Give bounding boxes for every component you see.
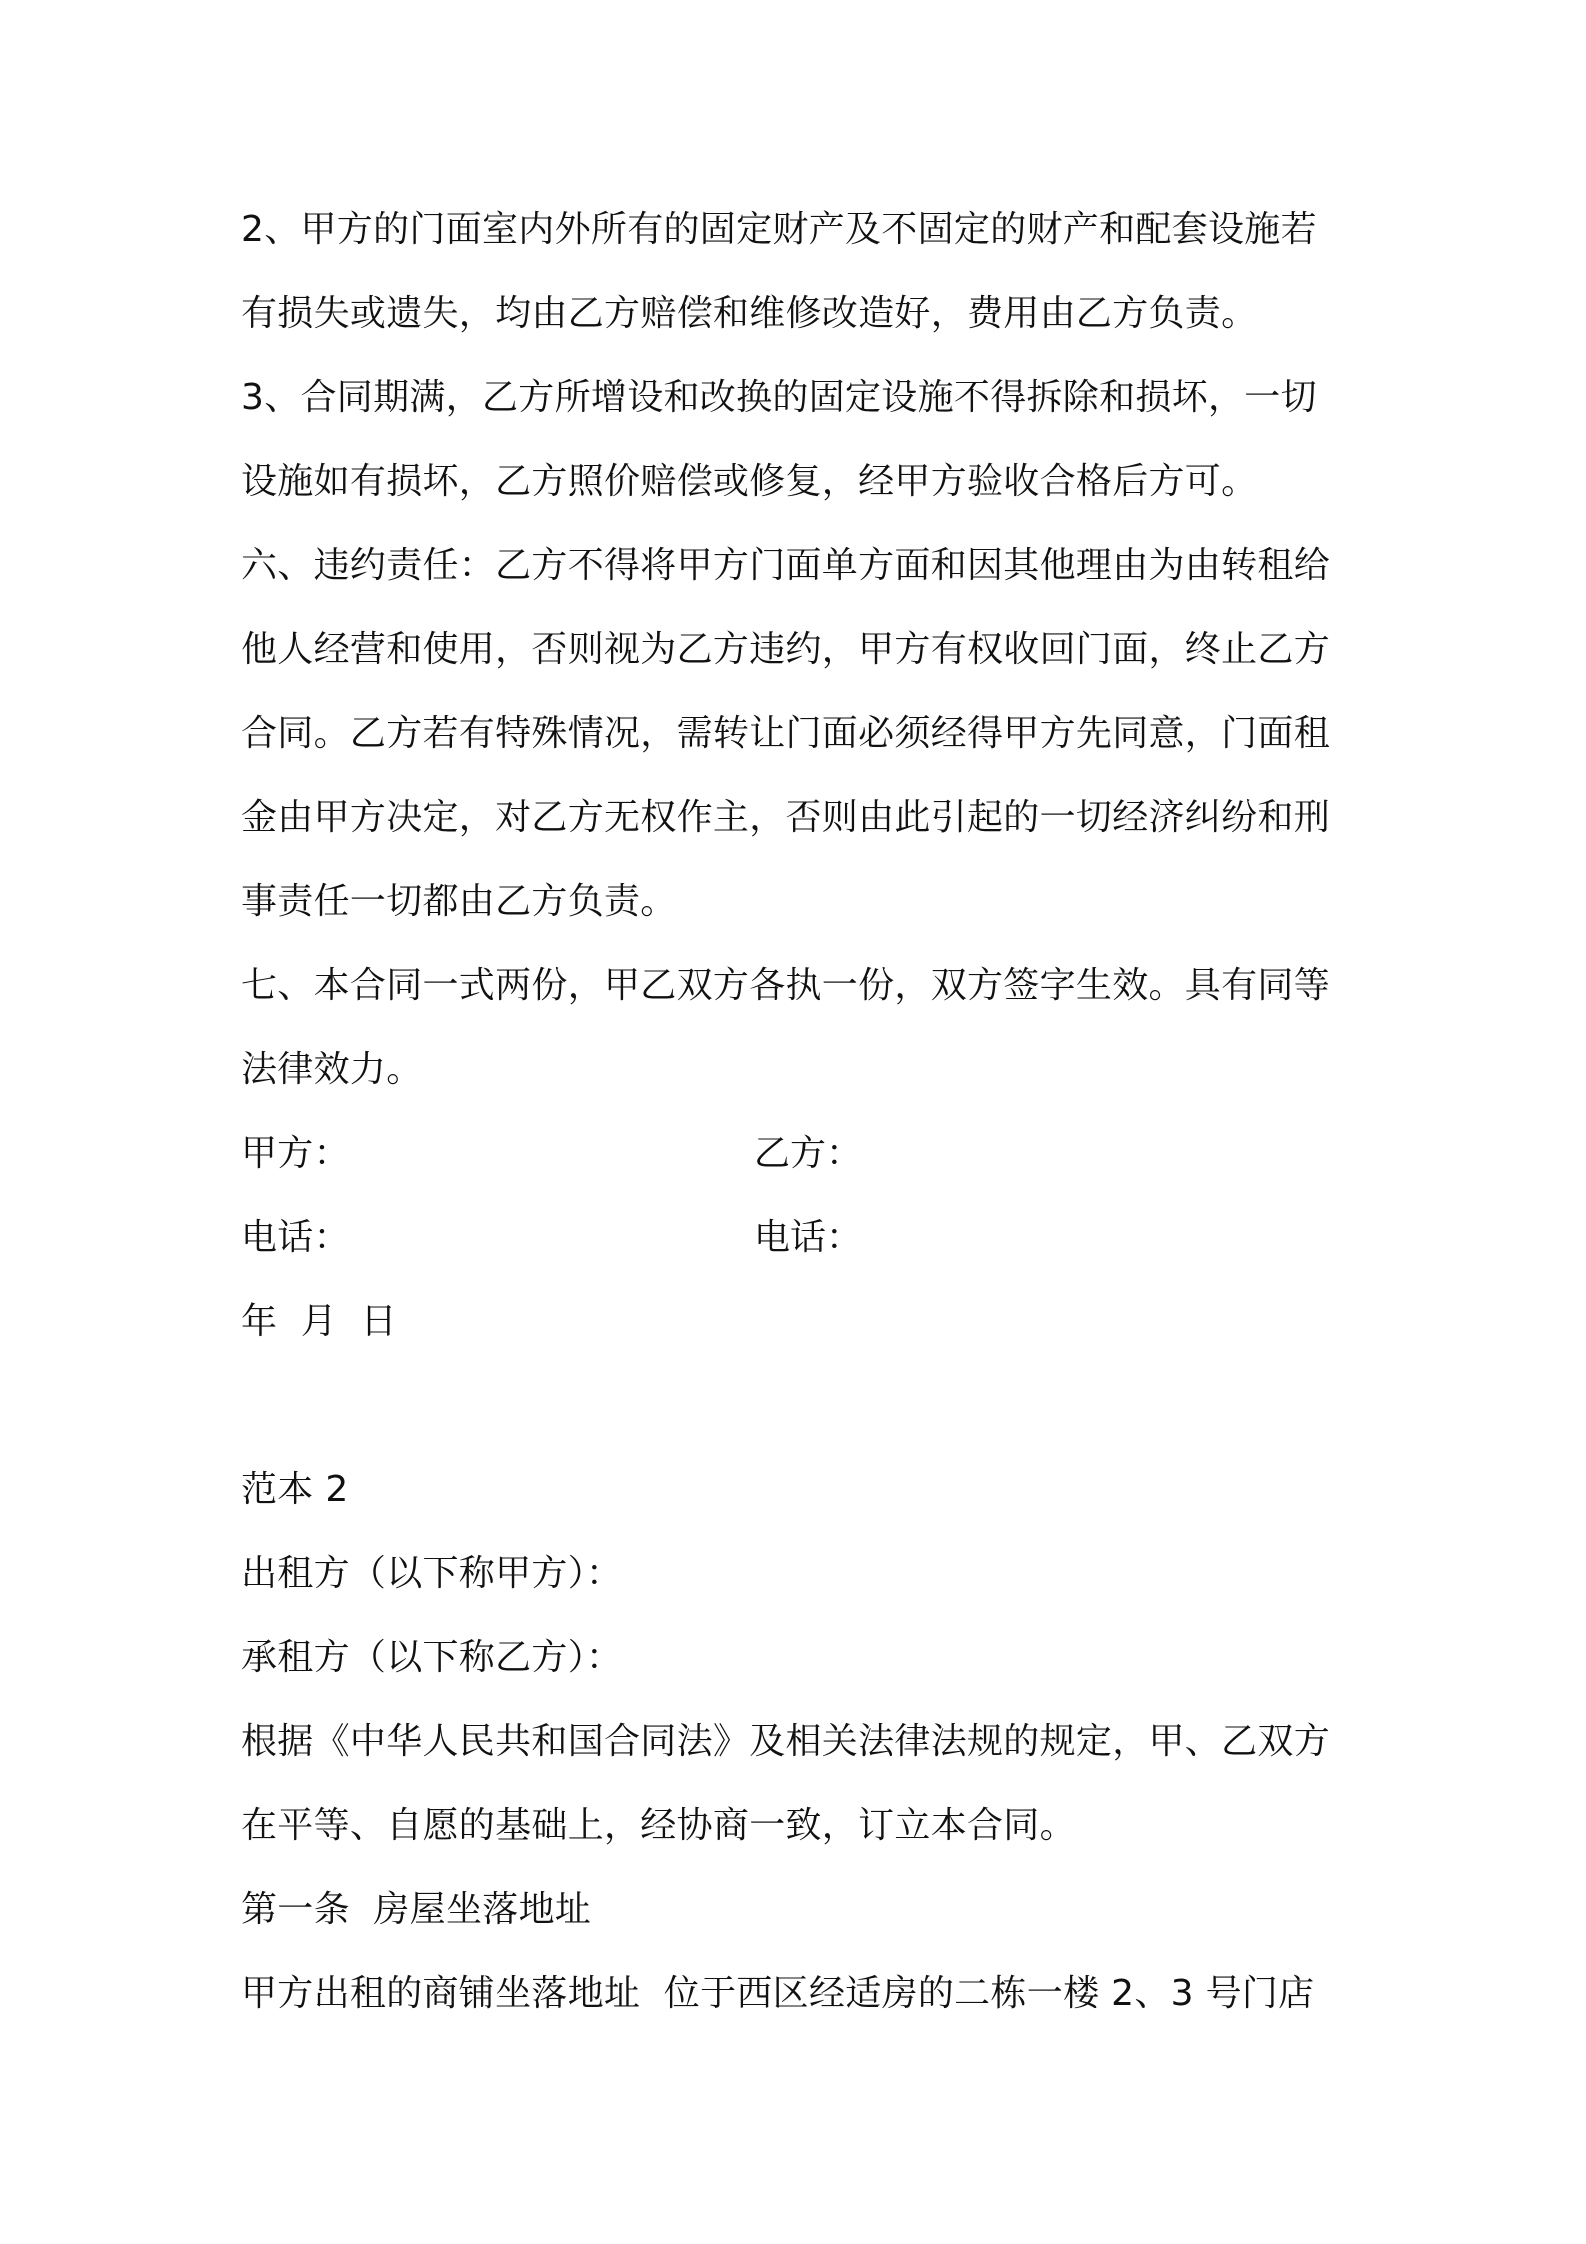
date-label: 年 月 日 [241,1301,397,1342]
copies-clause-line-2: 法律效力。 [241,1049,423,1090]
article-1-title: 第一条 房屋坐落地址 [241,1889,592,1930]
clause-3-line-2: 设施如有损坏，乙方照价赔偿或修复，经甲方验收合格后方可。 [241,461,1258,502]
clause-2-line-1: 2、甲方的门面室内外所有的固定财产及不固定的财产和配套设施若 [241,209,1317,250]
party-a-label: 甲方： [241,1133,350,1174]
phone-a-label: 电话： [241,1217,350,1258]
clause-3-line-1: 3、合同期满，乙方所增设和改换的固定设施不得拆除和损坏，一切 [241,377,1317,418]
phone-b-label: 电话： [754,1217,863,1258]
breach-clause-line-4: 金由甲方决定，对乙方无权作主，否则由此引起的一切经济纠纷和刑 [241,797,1331,838]
copies-clause-line-1: 七、本合同一式两份，甲乙双方各执一份，双方签字生效。具有同等 [241,965,1331,1006]
breach-clause-line-2: 他人经营和使用，否则视为乙方违约，甲方有权收回门面，终止乙方 [241,629,1331,670]
article-1-body: 甲方出租的商铺坐落地址 位于西区经适房的二栋一楼 2、3 号门店 [241,1973,1315,2014]
template-2-title: 范本 2 [241,1469,349,1510]
party-b-label: 乙方： [754,1133,863,1174]
clause-2-line-2: 有损失或遗失，均由乙方赔偿和维修改造好，费用由乙方负责。 [241,293,1258,334]
breach-clause-line-3: 合同。乙方若有特殊情况，需转让门面必须经得甲方先同意，门面租 [241,713,1331,754]
breach-clause-line-1: 六、违约责任：乙方不得将甲方门面单方面和因其他理由为由转租给 [241,545,1331,586]
breach-clause-line-5: 事责任一切都由乙方负责。 [241,881,677,922]
intro-line-1: 根据《中华人民共和国合同法》及相关法律法规的规定，甲、乙双方 [241,1721,1331,1762]
lessee-label: 承租方（以下称乙方）： [241,1637,623,1678]
intro-line-2: 在平等、自愿的基础上，经协商一致，订立本合同。 [241,1805,1076,1846]
lessor-label: 出租方（以下称甲方）： [241,1553,623,1594]
